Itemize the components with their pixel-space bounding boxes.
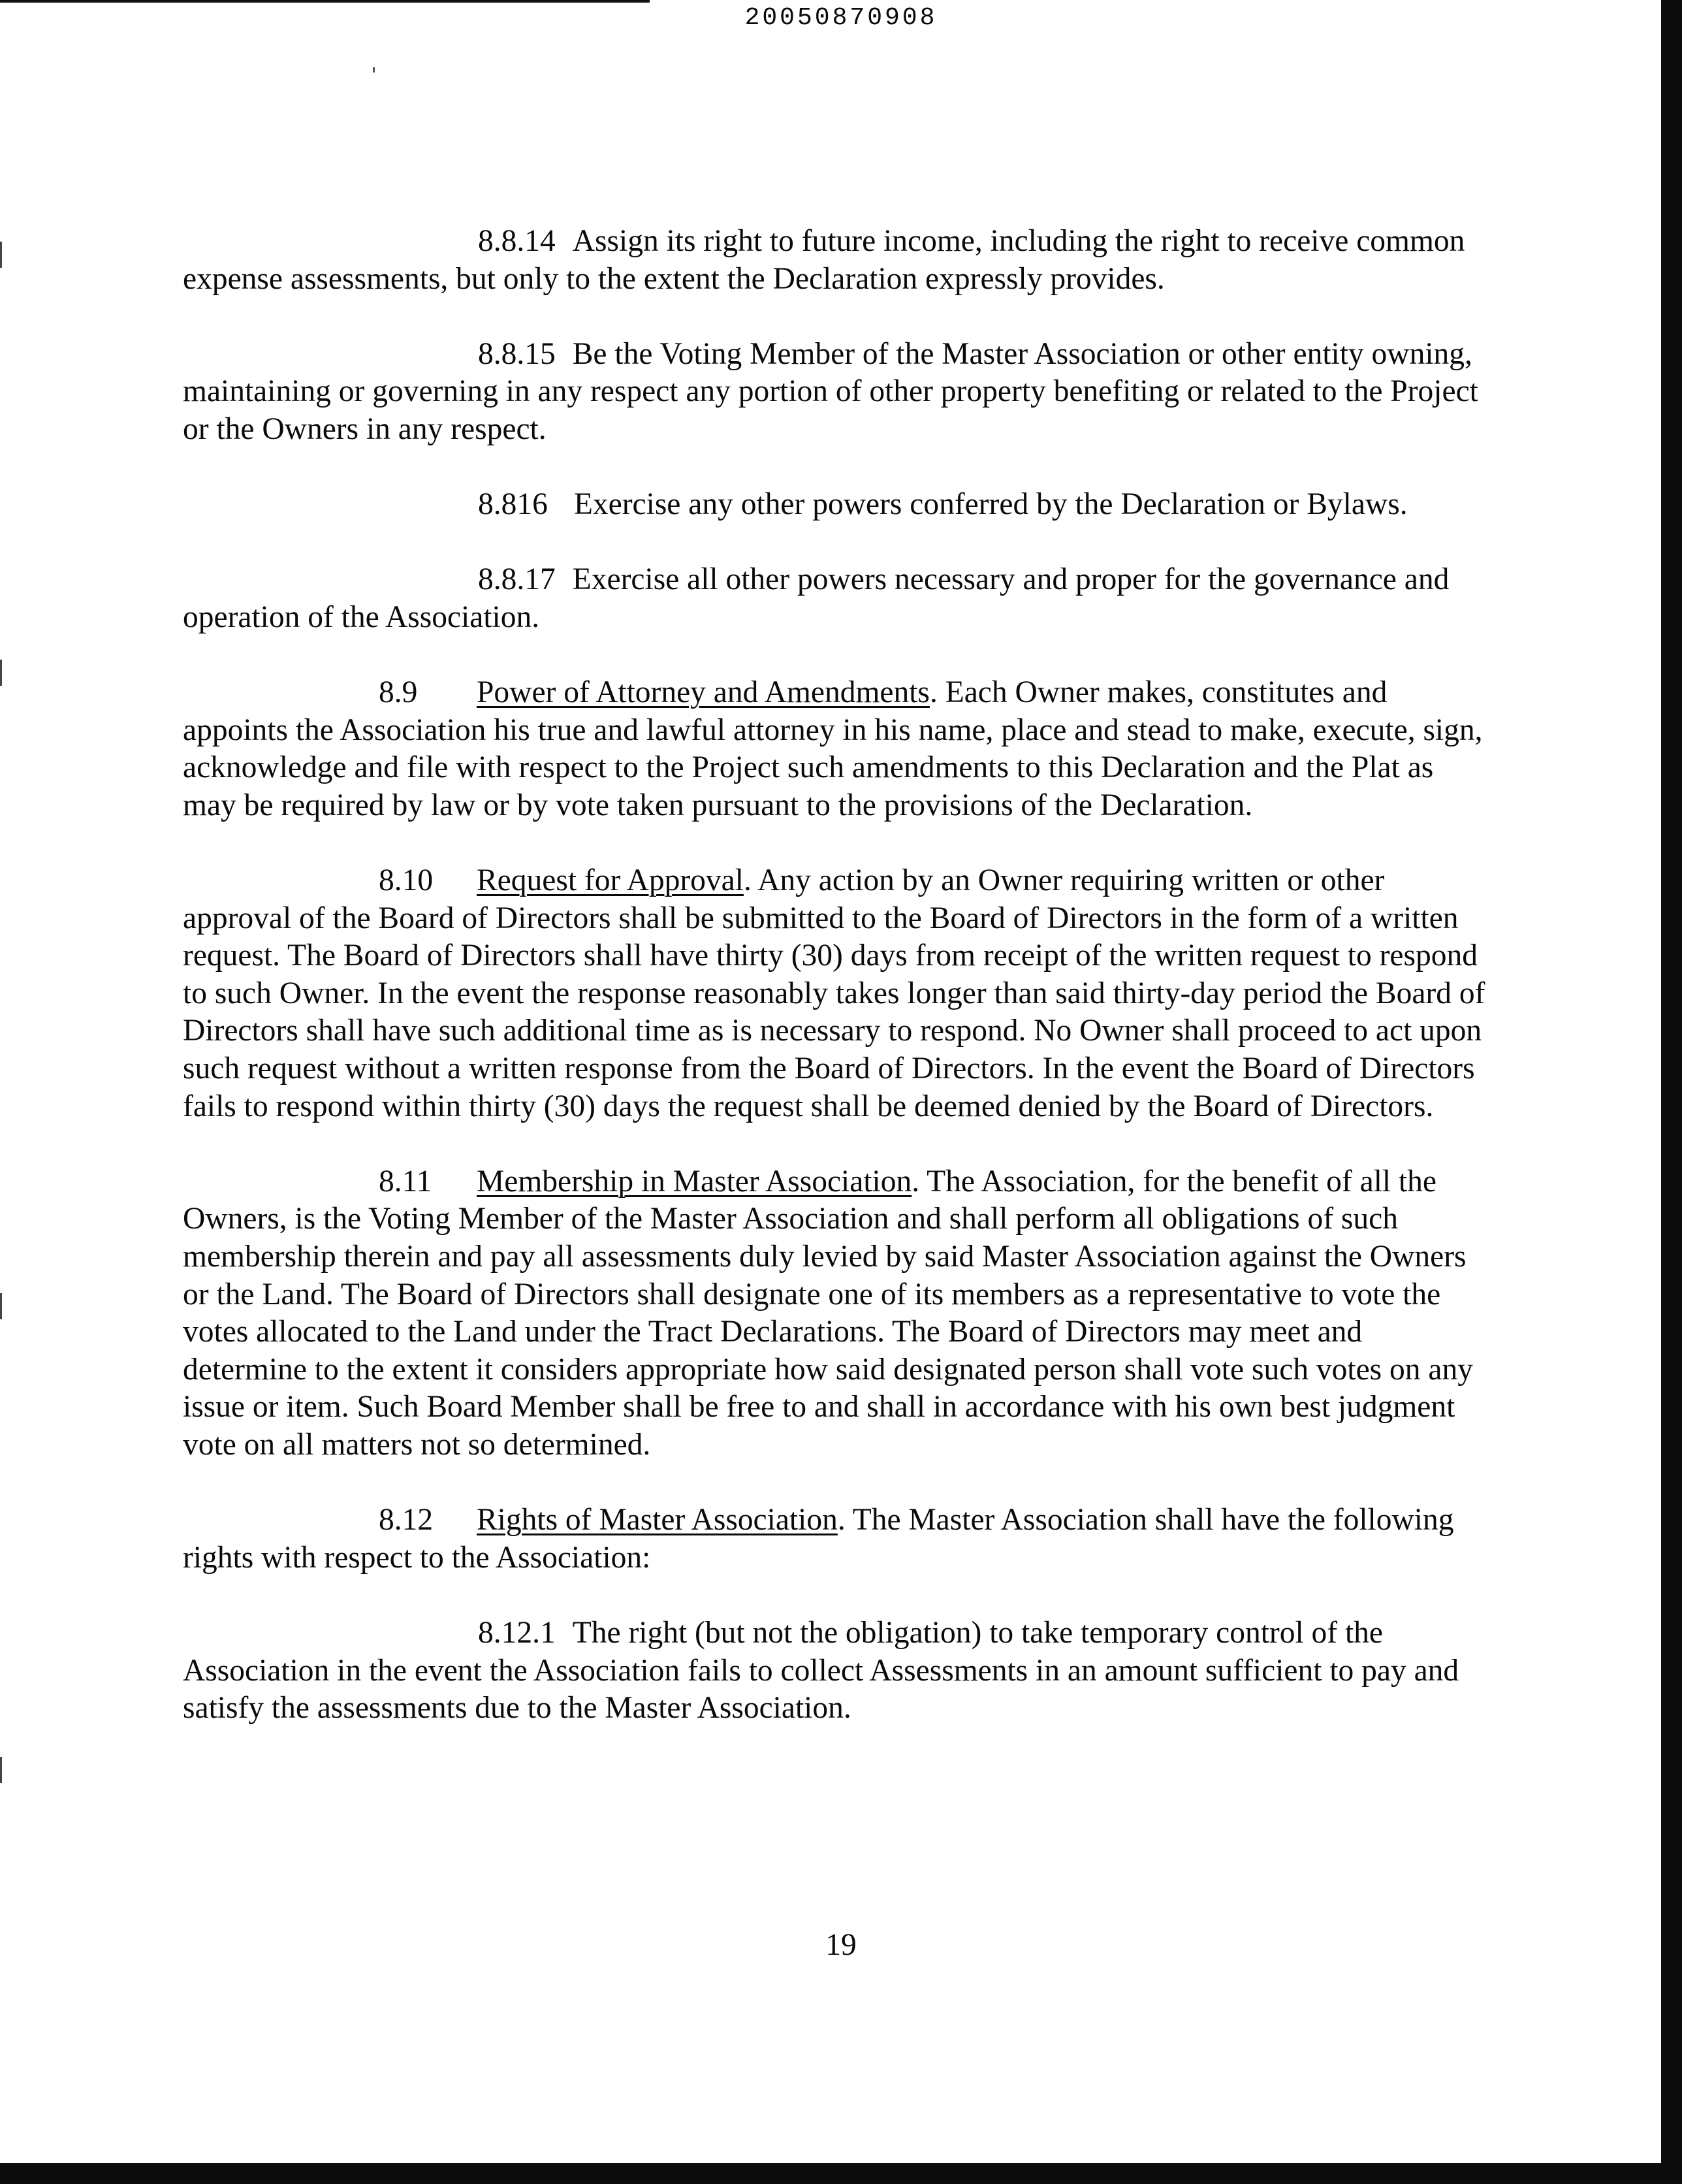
section-number: 8.12.1 xyxy=(478,1615,556,1650)
section-number: 8.8.17 xyxy=(478,562,556,597)
paragraph-text: The right (but not the obligation) to take temporary control of the Association in the event the Association fails to collect Assessments in an amount sufficient to pay and satisfy the assessments due to the Master Association. xyxy=(183,1615,1459,1726)
paragraph-text: . Any action by an Owner requiring written or other approval of the Board of Directors shall be submitted to the Board of Directors in the form of a written request. The Board of Directors shall have thirty (30) days from receipt of the written request to respond to such Owner. In the event the response reasonably takes longer than said thirty-day period the Board of Directors shall have such additional time as is necessary to respond. No Owner shall proceed to act upon such request without a written response from the Board of Directors. In the event the Board of Directors fails to respond within thirty (30) days the request shall be deemed denied by the Board of Directors. xyxy=(183,863,1485,1123)
section-number: 8.8.14 xyxy=(478,224,556,258)
section-heading: Rights of Master Association xyxy=(477,1503,838,1537)
paragraph-text: . The Association, for the benefit of all the Owners, is the Voting Member of the Master Association and shall perform all obligations of such membership therein and pay all assessments duly levied by said Master Association against the Owners or the Land. The Board of Directors shall designate one of its members as a representative to vote the votes allocated to the Land under the Tract Declarations. The Board of Directors may meet and determine to the extent it considers appropriate how said designated person shall vote such votes on any issue or item. Such Board Member shall be free to and shall in accordance with his own best judgment vote on all matters not so determined. xyxy=(183,1164,1474,1462)
paragraph-8-8-17 xyxy=(183,561,1489,636)
section-heading: Request for Approval xyxy=(477,863,744,898)
document-id-stamp: 20050870908 xyxy=(744,4,938,32)
section-number: 8.12 xyxy=(379,1503,434,1537)
scan-edge-mark xyxy=(0,660,2,686)
paragraph-text: Exercise any other powers conferred by the Declaration or Bylaws. xyxy=(573,487,1408,522)
section-number: 8.11 xyxy=(379,1164,432,1198)
scan-edge-mark xyxy=(0,1757,2,1783)
paragraph-8-8-15 xyxy=(183,336,1489,449)
scan-edge-mark xyxy=(0,242,2,268)
document-body xyxy=(183,223,1489,1765)
paragraph-8-8-14 xyxy=(183,223,1489,298)
paragraph-text: Assign its right to future income, including the right to receive common expense assessments, but only to the extent the Declaration expressly provides. xyxy=(183,224,1465,296)
section-number: 8.10 xyxy=(379,863,434,898)
paragraph-8-9 xyxy=(183,674,1489,824)
paragraph-8-11 xyxy=(183,1163,1489,1464)
scan-border-bottom xyxy=(0,2163,1682,2184)
section-heading: Power of Attorney and Amendments xyxy=(477,675,930,710)
paragraph-8-10 xyxy=(183,862,1489,1125)
scan-border-right xyxy=(1661,0,1682,2184)
section-heading: Membership in Master Association xyxy=(477,1164,912,1198)
page-number: 19 xyxy=(825,1928,857,1962)
paragraph-8-12 xyxy=(183,1502,1489,1577)
paragraph-text: Exercise all other powers necessary and proper for the governance and operation of the Association. xyxy=(183,562,1450,634)
scan-speck xyxy=(373,67,375,72)
section-number: 8.9 xyxy=(379,675,418,710)
paragraph-text: . The Master Association shall have the following rights with respect to the Association: xyxy=(183,1503,1454,1575)
paragraph-8-816 xyxy=(183,486,1489,524)
section-number: 8.816 xyxy=(478,487,548,522)
section-number: 8.8.15 xyxy=(478,336,556,371)
paragraph-text: Be the Voting Member of the Master Association or other entity owning, maintaining or governing in any respect any portion of other property benefiting or related to the Project or the Owners in any respect. xyxy=(183,336,1478,446)
paragraph-8-12-1 xyxy=(183,1614,1489,1727)
scan-edge-mark xyxy=(0,1293,2,1319)
paragraph-text: . Each Owner makes, constitutes and appoints the Association his true and lawful attorney in his name, place and stead to make, execute, sign, acknowledge and file with respect to the Project such amendments to this Declaration and the Plat as may be required by law or by vote taken pursuant to the provisions of the Declaration. xyxy=(183,675,1483,822)
